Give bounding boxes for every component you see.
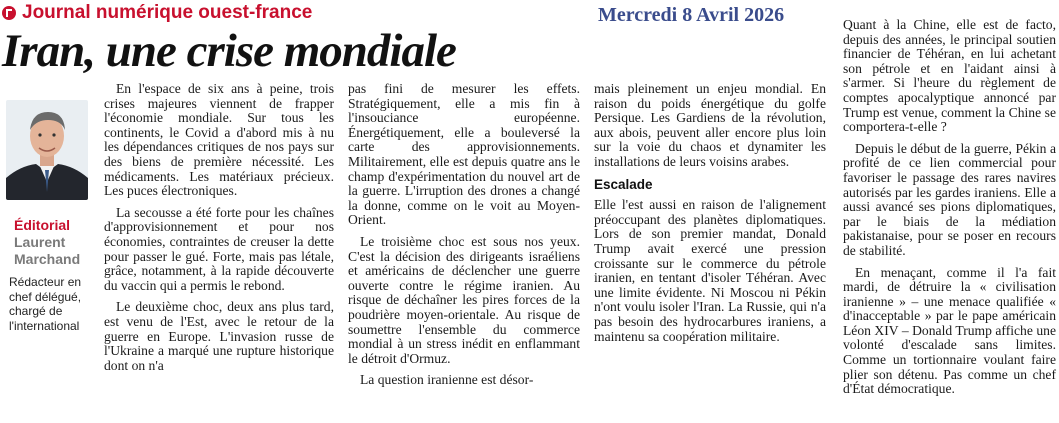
paragraph: En l'espace de six ans à peine, trois crises majeures viennent de frapper l'économie mondiale. Sur tous les continents, le Covid a d'abord mis à nu les dépendances critiques de nos pays sur des biens de première nécessité. Les médicaments. Les matériaux précieux. Les puces électroniques.: [104, 81, 334, 199]
article-column-4: [843, 18, 1056, 397]
editorial-tag: Éditorial: [14, 217, 71, 233]
paragraph: La secousse a été forte pour les chaînes d'approvisionnement et pour nos économies, contraintes de creuser la dette pour passer le gué. Forte, mais pas létale, grâce, notamment, à la rapide découverte du vaccin qui a permis le rebond.: [104, 204, 334, 293]
brand-name: Journal numérique ouest-france: [22, 2, 313, 23]
paragraph: Elle l'est aussi en raison de l'alignement préoccupant des planètes diplomatiques. Lors de son premier mandat, Donald Trump avait exercé une pression croissante sur le commerce du pétrole iranien, en tentant d'isoler Téhéran. Avec une limite évidente. Ni Moscou ni Pékin n'ont voulu isoler l'Iran. La Russie, qui n'a pas besoin des hydrocarbures iraniens, a maintenu sa coopération militaire.: [594, 197, 826, 344]
article-column-3: [594, 82, 826, 344]
article-column-2: [348, 82, 580, 388]
article-column-1: [104, 82, 334, 373]
paragraph: En menaçant, comme il l'a fait mardi, de détruire la « civilisation iranienne » – une menace qualifiée « d'inacceptable » par le pape américain Léon XIV – Donald Trump affiche une volonté d'escalade sans limites. Comme un tortionnaire voulant faire plier son détenu. Pas comme un chef d'État démocratique.: [843, 264, 1056, 397]
paragraph: mais pleinement un enjeu mondial. En raison du poids énergétique du golfe Persique. Les Gardiens de la révolution, aux abois, peuvent aller encore plus loin sur la voie du chaos et dynamiter les installations de leurs voisins arabes.: [594, 81, 826, 169]
paragraph: Le deuxième choc, deux ans plus tard, est venu de l'Est, avec le retour de la guerre en Europe. L'invasion russe de l'Ukraine a marqué une rupture historique dont on n'a: [104, 299, 334, 373]
author-portrait-icon: [6, 100, 88, 200]
brand-logo-icon: [2, 6, 16, 20]
author-role: Rédacteur en chef délégué, chargé de l'international: [9, 275, 82, 333]
paragraph: Depuis le début de la guerre, Pékin a profité de ce lien commercial pour favoriser le passage des rares navires autorisés par les gardes iraniens. Elle a aussi avancé ses pions diplomatiques, par le biais de la médiation pakistanaise, pour se poser en recours de stabilité.: [843, 140, 1056, 258]
paragraph: pas fini de mesurer les effets. Stratégiquement, elle a mis fin à l'insouciance européenne. Énergétiquement, elle a bouleversé la carte des approvisionnements. Militairement, elle est depuis quatre ans le champ d'expérimentation du nouvel art de la guerre. L'irruption des drones a changé la donne, comme on le voit au Moyen-Orient.: [348, 81, 580, 228]
paragraph: Le troisième choc est sous nos yeux. C'est la décision des dirigeants israéliens et américains de déclencher une guerre ouverte contre le régime iranien. Au risque de déchaîner les pires forces de la poudrière moyen-orientale. Au risque de soumettre l'ensemble du commerce mondial à un stress inédit en enflammant le détroit d'Ormuz.: [348, 233, 580, 366]
author-first-name: Laurent: [14, 234, 66, 250]
author-photo: [6, 100, 88, 200]
paragraph: La question iranienne est désor-: [360, 372, 534, 388]
section-subhead: Escalade: [594, 176, 653, 192]
publication-date: Mercredi 8 Avril 2026: [598, 4, 785, 26]
paragraph: Quant à la Chine, elle est de facto, depuis des années, le principal soutien financier de Téhéran, en lui achetant son pétrole et en l'aidant ainsi à s'armer. Si l'heure du règlement de comptes apocalyptique annoncé par Trump est venue, comment la Chine se comportera-t-elle ?: [843, 17, 1056, 135]
brand-header: [2, 2, 312, 24]
headline: Iran, une crise mondiale: [2, 25, 456, 77]
author-last-name: Marchand: [14, 251, 81, 267]
